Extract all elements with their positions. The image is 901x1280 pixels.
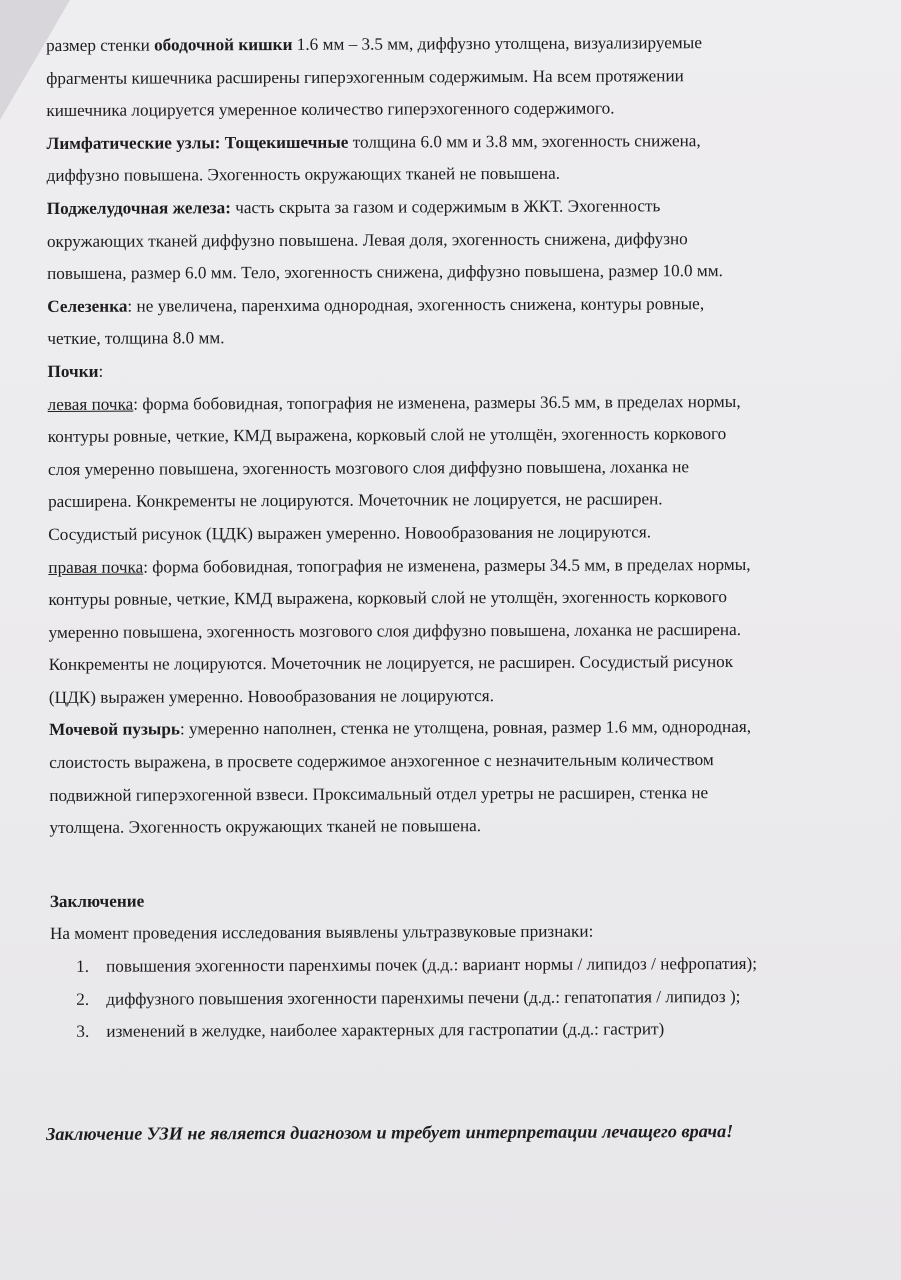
- pancreas-line-1: Поджелудочная железа: часть скрыта за газом и содержимым в ЖКТ. Эхогенность: [46, 196, 661, 218]
- spleen-line-2: четкие, толщина 8.0 мм.: [47, 328, 225, 349]
- conclusion-item: 3. изменений в желудке, наиболее характерных для гастропатии (д.д.: гастрит): [76, 1019, 665, 1042]
- intestine-line-2: фрагменты кишечника расширены гиперэхогенным содержимым. На всем протяжении: [46, 65, 684, 88]
- conclusion-list: [50, 947, 870, 1048]
- disclaimer: Заключение УЗИ не является диагнозом и требует интерпретации лечащего врача!: [46, 1121, 734, 1144]
- kidneys-label: Почки: [47, 361, 99, 381]
- left-kidney-line-4: расширена. Конкременты не лоцируются. Мочеточник не лоцируется, не расширен.: [48, 489, 663, 512]
- intestine-label: ободочной кишки: [154, 34, 293, 55]
- left-kidney-line-5: Сосудистый рисунок (ЦДК) выражен умеренно. Новообразования не лоцируются.: [48, 522, 652, 544]
- spleen-line-1: Селезенка: не увеличена, паренхима однородная, эхогенность снижена, контуры ровные,: [47, 293, 705, 316]
- right-kidney-line-1: правая почка: форма бобовидная, топография не изменена, размеры 34.5 мм, в пределах нормы,: [48, 554, 751, 577]
- conclusion-item: 1. повышения эхогенности паренхимы почек (д.д.: вариант нормы / липидоз / нефропатия);: [76, 953, 758, 976]
- conclusion-item: 2. диффузного повышения эхогенности паренхимы печени (д.д.: гепатопатия / липидоз );: [76, 986, 741, 1009]
- lymph-line-2: диффузно повышена. Эхогенность окружающих тканей не повышена.: [46, 164, 561, 186]
- right-kidney-label: правая почка: [48, 557, 144, 577]
- conclusion-intro: На момент проведения исследования выявлены ультразвуковые признаки:: [49, 922, 594, 944]
- left-kidney-label: левая почка: [47, 394, 134, 414]
- pancreas-label: Поджелудочная железа:: [46, 198, 231, 218]
- left-kidney-line-2: контуры ровные, четкие, КМД выражена, корковый слой не утолщён, эхогенность коркового: [47, 424, 727, 447]
- bladder-line-3: подвижной гиперэхогенной взвеси. Проксимальный отдел уретры не расширен, стенка не: [49, 782, 709, 805]
- lymph-line-1: Лимфатические узлы: Тощекишечные толщина 6.0 мм и 3.8 мм, эхогенность снижена,: [46, 130, 701, 153]
- right-kidney-line-2: контуры ровные, четкие, КМД выражена, корковый слой не утолщён, эхогенность коркового: [48, 587, 728, 610]
- bladder-line-1: Мочевой пузырь: умеренно наполнен, стенка не утолщена, ровная, размер 1.6 мм, однородная,: [49, 717, 752, 740]
- right-kidney-line-5: (ЦДК) выражен умеренно. Новообразования не лоцируются.: [48, 685, 495, 707]
- pancreas-line-2: окружающих тканей диффузно повышена. Левая доля, эхогенность снижена, диффузно: [46, 228, 688, 251]
- intestine-line-3: кишечника лоцируется умеренное количество гиперэхогенного содержимого.: [46, 98, 615, 121]
- right-kidney-line-4: Конкременты не лоцируются. Мочеточник не лоцируется, не расширен. Сосудистый рисунок: [48, 652, 734, 675]
- kidneys-heading: Почки:: [47, 361, 104, 381]
- bladder-label: Мочевой пузырь: [49, 719, 181, 740]
- report-body: [46, 26, 870, 1048]
- bladder-line-2: слоистость выражена, в просвете содержимое анэхогенное с незначительным количеством: [49, 750, 714, 773]
- left-kidney-line-1: левая почка: форма бобовидная, топография не изменена, размеры 36.5 мм, в пределах нормы,: [47, 391, 741, 414]
- spleen-label: Селезенка: [47, 296, 128, 316]
- right-kidney-line-3: умеренно повышена, эхогенность мозгового слоя диффузно повышена, лоханка не расширена.: [48, 619, 742, 642]
- bladder-line-4: утолщена. Эхогенность окружающих тканей не повышена.: [49, 816, 482, 838]
- left-kidney-line-3: слоя умеренно повышена, эхогенность мозгового слоя диффузно повышена, лоханка не: [47, 456, 690, 479]
- section-gap: [50, 841, 870, 882]
- lymph-label: Лимфатические узлы: Тощекишечные: [46, 132, 349, 153]
- pancreas-line-3: повышена, размер 6.0 мм. Тело, эхогенность снижена, диффузно повышена, размер 10.0 мм.: [47, 261, 723, 284]
- conclusion-title: Заключение: [49, 891, 145, 911]
- intestine-line-1: размер стенки ободочной кишки 1.6 мм – 3.5 мм, диффузно утолщена, визуализируемые: [46, 33, 702, 55]
